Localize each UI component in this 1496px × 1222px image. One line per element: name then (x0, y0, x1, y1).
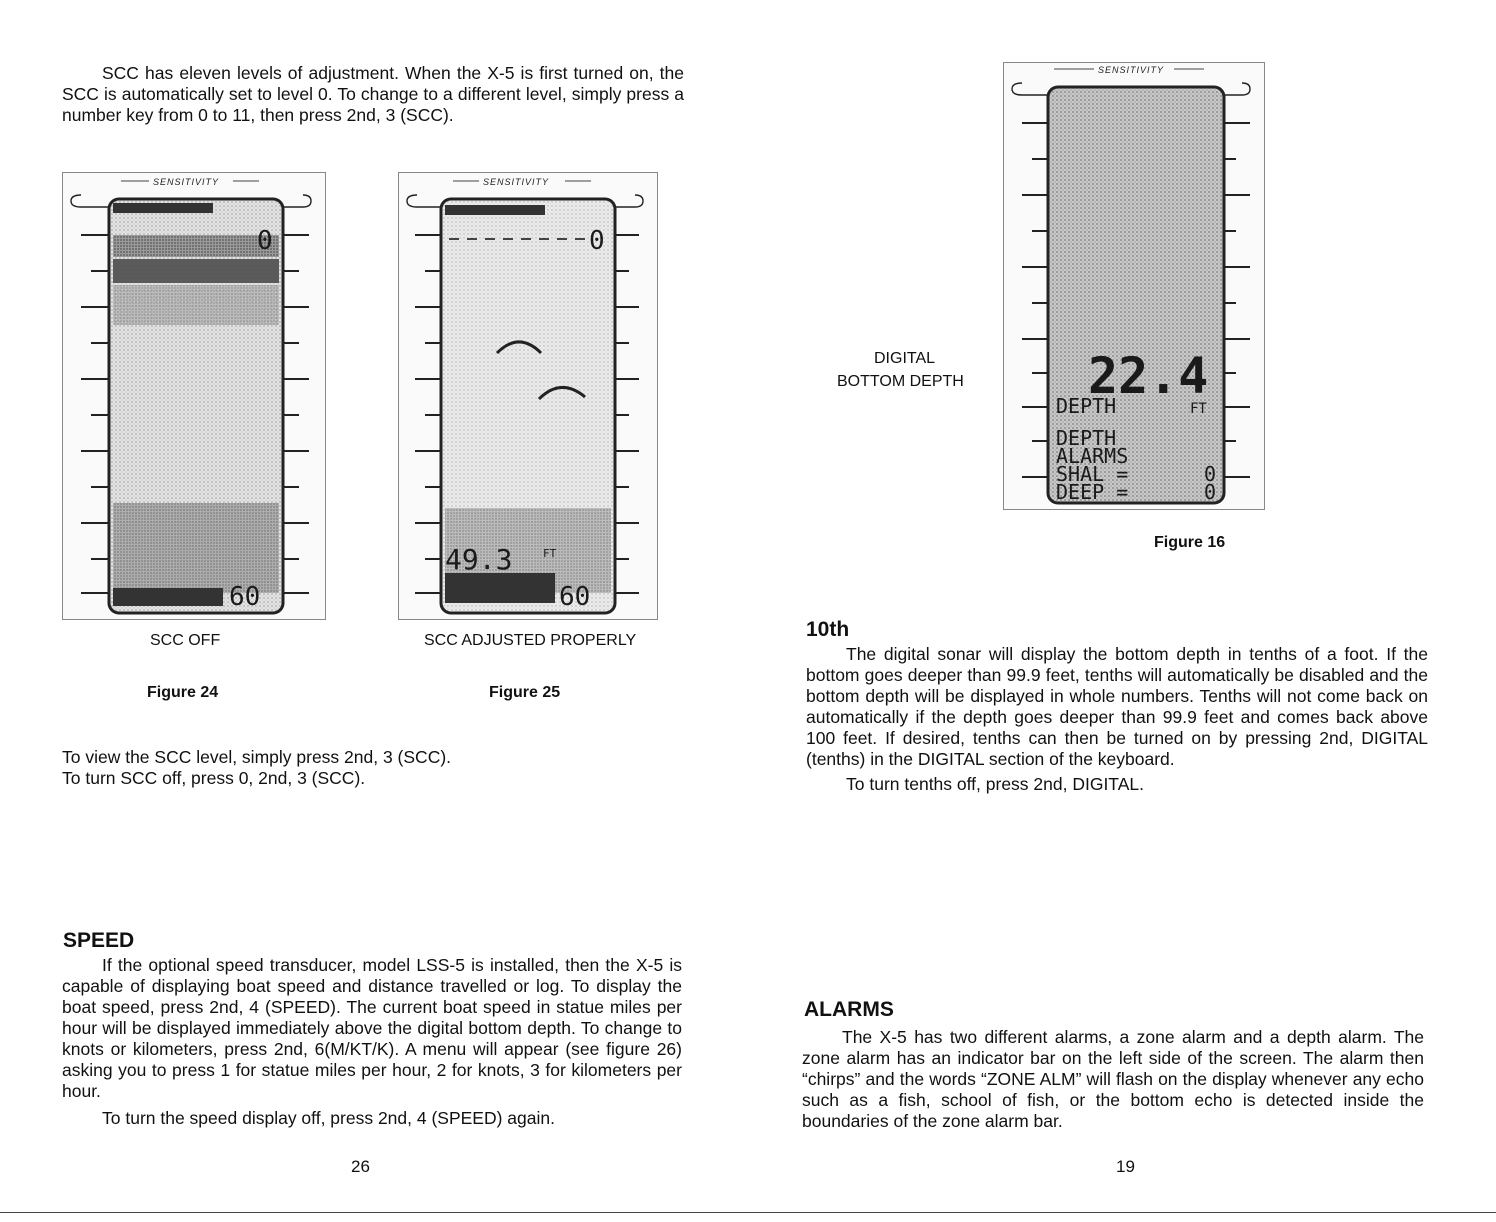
fig24-sensitivity-label: SENSITIVITY (153, 177, 220, 187)
figure-24-label: Figure 24 (147, 684, 219, 701)
fig16-sensitivity-label: SENSITIVITY (1098, 65, 1165, 75)
fig16-menu-shal-value: 0 (1204, 462, 1217, 486)
figure-24-caption: SCC OFF (150, 632, 221, 649)
fig24-zero-label: 0 (257, 226, 273, 256)
right-page-number: 19 (1116, 1157, 1135, 1176)
alarms-heading: ALARMS (804, 998, 894, 1021)
figure-25-sonar-screen (398, 172, 658, 620)
figure-25-label: Figure 25 (489, 684, 561, 701)
fig25-zero-label: 0 (589, 226, 605, 256)
fig16-menu-shal: SHAL = (1056, 462, 1129, 486)
fig25-depth-readout: 49.3 (445, 543, 513, 576)
fig16-depth-big: 22.4 (1088, 347, 1209, 405)
speed-off-paragraph: To turn the speed display off, press 2nd, 4 (SPEED) again. (102, 1108, 555, 1128)
tenth-paragraph: The digital sonar will display the bottom depth in tenths of a foot. If the bottom goes deeper than 99.9 feet, tenths will automatically be disabled and the bottom depth will be displayed in whole numbers. Tenths will not come back on automatically if the depth goes deeper than 99.9 feet and comes back above 100 feet. If desired, tenths can then be turned on by pressing 2nd, DIGITAL (tenths) in the DIGITAL section of the keyboard. (806, 644, 1428, 769)
bottom-depth-label: BOTTOM DEPTH (837, 373, 964, 390)
view-scc-line: To view the SCC level, simply press 2nd, 3 (SCC). (62, 747, 452, 767)
fig16-depth-word: DEPTH (1056, 394, 1117, 418)
figure-16-label: Figure 16 (1154, 534, 1226, 551)
intro-paragraph: SCC has eleven levels of adjustment. When the X-5 is first turned on, the SCC is automatically set to level 0. To change to a different level, simply press a number key from 0 to 11, then press 2nd, 3 (SCC). (62, 63, 684, 125)
tenth-heading: 10th (806, 618, 850, 641)
fig16-menu-deep: DEEP = (1056, 480, 1129, 504)
fig16-menu-deep-value: 0 (1204, 480, 1217, 504)
fig16-menu-alarms: ALARMS (1056, 444, 1129, 468)
fig25-bottom-number: 60 (559, 582, 591, 612)
fig25-sensitivity-label: SENSITIVITY (483, 177, 550, 187)
speed-paragraph: If the optional speed transducer, model LSS-5 is installed, then the X-5 is capable of displaying boat speed and distance travelled or log. To display the boat speed, press 2nd, 4 (SPEED). The current boat speed in statue miles per hour will be displayed immediately above the digital bottom depth. To change to knots or kilometers, press 2nd, 6(M/KT/K). A menu will appear (see figure 26) asking you to press 1 for statue miles per hour, 2 for knots, 3 for kilometers per hour. (62, 955, 682, 1101)
alarms-paragraph: The X-5 has two different alarms, a zone alarm and a depth alarm. The zone alarm has an indicator bar on the left side of the screen. The alarm then “chirps” and the words “ZONE ALM” will flash on the display whenever any echo such as a fish, school of fish, or the bottom echo is detected inside the boundaries of the zone alarm bar. (802, 1027, 1424, 1131)
fig16-depth-unit: FT (1190, 401, 1207, 417)
figure-24-sonar-screen (62, 172, 326, 620)
digital-label: DIGITAL (874, 350, 936, 367)
figure-16-sonar-screen (1003, 62, 1265, 510)
tenth-off-paragraph: To turn tenths off, press 2nd, DIGITAL. (846, 774, 1144, 794)
left-page-number: 26 (351, 1157, 370, 1176)
figure-25-caption: SCC ADJUSTED PROPERLY (424, 632, 637, 649)
fig25-depth-unit: FT (543, 547, 557, 560)
speed-heading: SPEED (63, 929, 135, 952)
fig24-bottom-number: 60 (229, 582, 261, 612)
bottom-rule (0, 1212, 1496, 1213)
turn-scc-off-line: To turn SCC off, press 0, 2nd, 3 (SCC). (62, 768, 366, 788)
fig16-menu-depth: DEPTH (1056, 426, 1117, 450)
